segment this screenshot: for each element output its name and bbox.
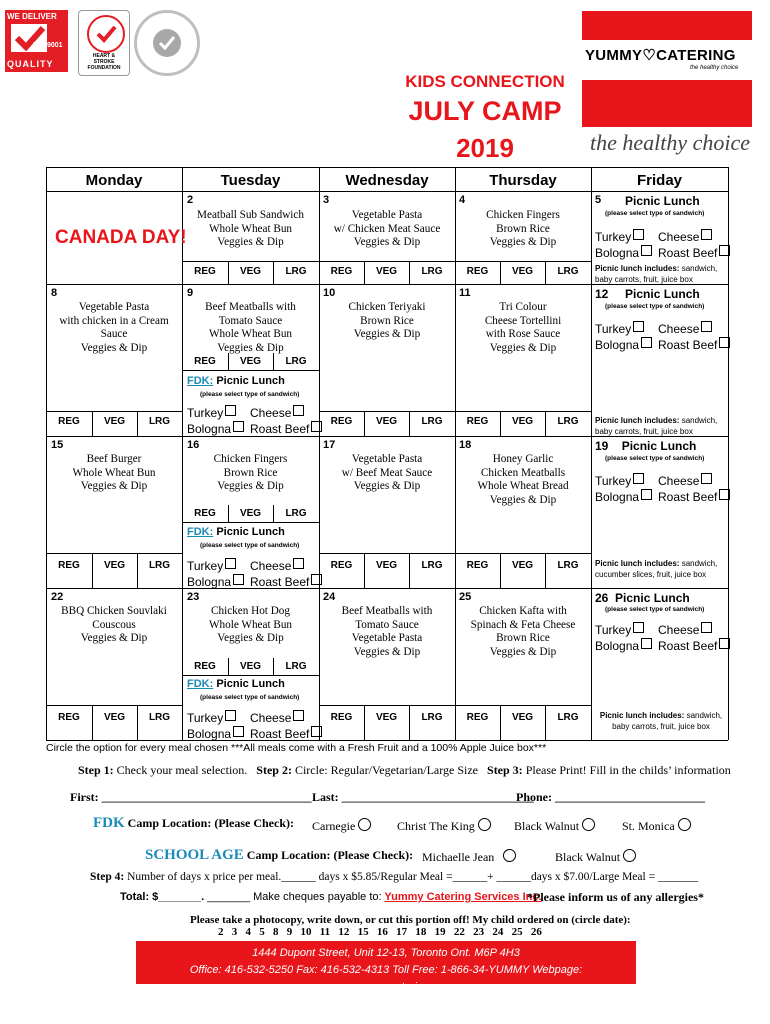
checkbox-icon[interactable] [701, 622, 712, 633]
day-header-friday: Friday [636, 172, 682, 189]
picnic-turkey-option[interactable]: Turkey [595, 622, 644, 637]
picnic-bologna-option[interactable]: Bologna [595, 489, 652, 504]
address-banner [136, 941, 636, 993]
quality-text: QUALITY [7, 59, 54, 69]
checkbox-icon[interactable] [719, 489, 730, 500]
picnic-cheese-option[interactable]: Cheese [658, 622, 712, 637]
option-lrg[interactable]: LRG [421, 416, 443, 427]
page-title: JULY CAMP [408, 96, 562, 126]
meal-description: Chicken Teriyaki Brown Rice Veggies & Dip [348, 301, 426, 340]
option-reg[interactable]: REG [194, 508, 216, 519]
fdk-cheese-option[interactable]: Cheese [250, 558, 304, 573]
checkbox-icon[interactable] [701, 473, 712, 484]
picnic-roastbeef-option[interactable]: Roast Beef [658, 245, 730, 260]
picnic-note: (please select type of sandwich) [605, 303, 705, 310]
checkbox-icon[interactable] [641, 489, 652, 500]
top-choice-award-logo [134, 10, 200, 76]
picnic-note: (please select type of sandwich) [200, 694, 300, 701]
meal-options [182, 356, 319, 367]
meal-description: Chicken Hot Dog Whole Wheat Bun Veggies & Dip [208, 605, 293, 644]
fdk-turkey-option[interactable]: Turkey [187, 558, 236, 573]
meal-description: BBQ Chicken Souvlaki Couscous Veggies & Dip [61, 605, 167, 644]
meal-options [182, 508, 319, 519]
option-veg[interactable]: VEG [239, 356, 262, 367]
meal-description: Vegetable Pasta with chicken in a Cream Sauce Veggies & Dip [59, 301, 169, 354]
meal-description: Vegetable Pasta w/ Chicken Meat Sauce Veggies & Dip [333, 209, 441, 248]
meal-description: Chicken Kafta with Spinach & Feta Cheese Brown Rice Veggies & Dip [470, 605, 576, 658]
option-reg[interactable]: REG [466, 416, 489, 427]
heart-logo-line2: STROKE [93, 59, 115, 65]
camp-location-label: Camp Location: (Please Check): [127, 816, 294, 830]
picnic-turkey-option[interactable]: Turkey [595, 229, 644, 244]
picnic-bologna-option[interactable]: Bologna [595, 245, 652, 260]
checkbox-icon[interactable] [641, 638, 652, 649]
meal-description: Meatball Sub Sandwich Whole Wheat Bun Veggies & Dip [197, 209, 304, 248]
fdk-roastbeef-option[interactable]: Roast Beef [250, 726, 322, 741]
date-label: 8 [51, 287, 58, 299]
picnic-cheese-option[interactable]: Cheese [658, 229, 712, 244]
day-header-monday: Monday [85, 172, 143, 189]
picnic-includes: Picnic lunch includes: sandwich, cucumber slices, fruit, juice box [595, 559, 718, 579]
heart-logo-line1: HEART & [92, 53, 116, 59]
picnic-roastbeef-option[interactable]: Roast Beef [658, 489, 730, 504]
meal-options [455, 560, 591, 571]
meal-options [46, 712, 182, 723]
iso-text: ISO 9001 [33, 42, 63, 49]
date-label: 10 [323, 287, 336, 299]
option-veg[interactable]: VEG [239, 508, 262, 519]
meal-options [319, 712, 455, 723]
option-lrg[interactable]: LRG [285, 661, 307, 672]
circle-note: Circle the option for every meal chosen ***All meals come with a Fresh Fruit and a 100% Apple Juice box*** [46, 742, 547, 754]
option-reg[interactable]: REG [466, 266, 489, 277]
option-reg[interactable]: REG [330, 416, 353, 427]
date-label: 25 [459, 591, 472, 603]
option-veg[interactable]: VEG [511, 266, 534, 277]
yummy-catering-logo [582, 11, 752, 127]
checkbox-icon[interactable] [225, 405, 236, 416]
health-check-icon [87, 15, 125, 53]
option-veg[interactable]: VEG [511, 560, 534, 571]
checkbox-icon[interactable] [293, 710, 304, 721]
checkbox-icon[interactable] [225, 558, 236, 569]
fdk-label: FDK [93, 815, 125, 831]
meal-description: Tri Colour Cheese Tortellini with Rose Sauce Veggies & Dip [484, 301, 562, 354]
date-label: 11 [459, 287, 471, 299]
fdk-bologna-option[interactable]: Bologna [187, 421, 244, 436]
option-reg[interactable]: REG [194, 356, 216, 367]
picnic-bologna-option[interactable]: Bologna [595, 638, 652, 653]
option-reg[interactable]: REG [330, 712, 353, 723]
checkbox-icon[interactable] [633, 321, 644, 332]
location-black-walnut[interactable]: Black Walnut [514, 818, 595, 834]
option-lrg[interactable]: LRG [148, 416, 171, 427]
option-lrg[interactable]: LRG [421, 560, 443, 571]
fdk-roastbeef-option[interactable]: Roast Beef [250, 574, 322, 589]
option-lrg[interactable]: LRG [148, 560, 171, 571]
date-label: 23 [187, 591, 200, 603]
option-reg[interactable]: REG [58, 560, 80, 571]
option-veg[interactable]: VEG [239, 266, 262, 277]
fdk-picnic-title: FDK: Picnic Lunch [187, 678, 285, 690]
day-header-thursday: Thursday [489, 172, 557, 189]
picnic-header: 26 Picnic Lunch [595, 591, 690, 605]
picnic-note: (please select type of sandwich) [200, 542, 300, 549]
date-label: 18 [459, 439, 472, 451]
fdk-turkey-option[interactable]: Turkey [187, 710, 236, 725]
camp-name: KIDS CONNECTION [405, 72, 565, 91]
option-veg[interactable]: VEG [239, 661, 262, 672]
quality-logo [5, 10, 68, 72]
phone-field[interactable]: Phone: _________________________ [516, 790, 705, 804]
radio-icon[interactable] [503, 849, 516, 862]
checkbox-icon[interactable] [293, 405, 304, 416]
steps-line: Step 1: Check your meal selection. Step 2: Circle: Regular/Vegetarian/Large Size Step 3: Please Print! Fill in the childs’ information [78, 763, 731, 777]
option-veg[interactable]: VEG [375, 560, 398, 571]
date-label: 16 [187, 439, 200, 451]
option-lrg[interactable]: LRG [557, 712, 579, 723]
meal-options [182, 266, 319, 277]
checkbox-icon[interactable] [719, 337, 730, 348]
option-reg[interactable]: REG [58, 712, 80, 723]
picnic-includes: Picnic lunch includes: sandwich, baby carrots, fruit, juice box [595, 416, 718, 436]
option-reg[interactable]: REG [466, 560, 489, 571]
option-reg[interactable]: REG [194, 266, 216, 277]
option-lrg[interactable]: LRG [557, 560, 579, 571]
meal-options [46, 560, 182, 571]
meal-description: Vegetable Pasta w/ Beef Meat Sauce Veggies & Dip [341, 453, 433, 492]
picnic-bologna-option[interactable]: Bologna [595, 337, 652, 352]
checkbox-icon[interactable] [719, 245, 730, 256]
option-lrg[interactable]: LRG [285, 356, 307, 367]
school-age-location-row [145, 847, 413, 864]
date-label: 17 [323, 439, 336, 451]
meal-options [319, 416, 455, 427]
date-label: 24 [323, 591, 336, 603]
total-line: Total: $_______. _______ Make cheques payable to: Yummy Catering Services Inc. [120, 891, 542, 903]
option-lrg[interactable]: LRG [557, 266, 579, 277]
option-reg[interactable]: REG [330, 560, 353, 571]
meal-description: Chicken Fingers Brown Rice Veggies & Dip [213, 453, 288, 492]
picnic-includes: Picnic lunch includes: sandwich, baby carrots, fruit, juice box [599, 711, 723, 731]
checkbox-icon[interactable] [233, 726, 244, 737]
option-veg[interactable]: VEG [375, 712, 398, 723]
checkbox-icon[interactable] [311, 574, 322, 585]
meal-description: Beef Burger Whole Wheat Bun Veggies & Dip [72, 453, 156, 492]
radio-icon[interactable] [358, 818, 371, 831]
fdk-bologna-option[interactable]: Bologna [187, 726, 244, 741]
meal-options [182, 661, 319, 672]
day-header-tuesday: Tuesday [220, 172, 281, 189]
picnic-includes: Picnic lunch includes: sandwich, baby carrots, fruit, juice box [595, 264, 718, 284]
date-label: 2 [187, 194, 194, 206]
location-st-monica[interactable]: St. Monica [622, 818, 691, 834]
checkbox-icon[interactable] [641, 245, 652, 256]
option-veg[interactable]: VEG [511, 712, 534, 723]
picnic-note: (please select type of sandwich) [200, 391, 300, 398]
checkbox-icon[interactable] [233, 574, 244, 585]
contact-text: Office: 416-532-5250 Fax: 416-532-4313 Toll Free: 1-866-34-YUMMY Webpage: www.yummycatering.ca [189, 964, 583, 993]
option-veg[interactable]: VEG [375, 266, 398, 277]
checkbox-icon[interactable] [719, 638, 730, 649]
picnic-header: 12 Picnic Lunch [595, 287, 700, 301]
option-veg[interactable]: VEG [103, 560, 126, 571]
checkbox-icon[interactable] [311, 726, 322, 737]
meal-options [46, 416, 182, 427]
last-name-field[interactable]: Last: ________________________________ [312, 790, 534, 804]
location-michaelle-jean[interactable]: Michaelle Jean [422, 849, 516, 865]
canada-day-label: CANADA DAY! [55, 227, 187, 248]
camp-location-label: Camp Location: (Please Check): [246, 848, 414, 862]
option-reg[interactable]: REG [194, 661, 216, 672]
page-year: 2019 [456, 133, 514, 163]
fdk-turkey-option[interactable]: Turkey [187, 405, 236, 420]
location-christ-the-king[interactable]: Christ The King [397, 818, 491, 834]
checkbox-icon[interactable] [233, 421, 244, 432]
brand-tag: the healthy choice [690, 65, 739, 71]
fdk-location-row [93, 815, 294, 832]
picnic-cheese-option[interactable]: Cheese [658, 321, 712, 336]
radio-icon[interactable] [478, 818, 491, 831]
date-label: 9 [187, 287, 194, 299]
date-label: 15 [51, 439, 64, 451]
meal-description: Beef Meatballs with Tomato Sauce Whole Wheat Bun Veggies & Dip [205, 301, 296, 354]
option-veg[interactable]: VEG [511, 416, 534, 427]
meal-description: Chicken Fingers Brown Rice Veggies & Dip [486, 209, 560, 248]
checkbox-icon[interactable] [633, 473, 644, 484]
meal-options [455, 416, 591, 427]
option-lrg[interactable]: LRG [285, 508, 307, 519]
checkbox-icon[interactable] [225, 710, 236, 721]
step4-line: Step 4: Number of days x price per meal.______ days x $5.85/Regular Meal =______+ ______days x $7.00/Large Meal = _______ [90, 871, 699, 883]
date-label: 5 [595, 194, 602, 206]
picnic-roastbeef-option[interactable]: Roast Beef [658, 638, 730, 653]
option-reg[interactable]: REG [466, 712, 489, 723]
meal-options [319, 560, 455, 571]
day-header-wednesday: Wednesday [345, 172, 429, 189]
location-black-walnut-school[interactable]: Black Walnut [555, 849, 636, 865]
allergies-note: *Please inform us of any allergies* [527, 890, 704, 904]
fdk-cheese-option[interactable]: Cheese [250, 710, 304, 725]
checkbox-icon[interactable] [641, 337, 652, 348]
checkbox-icon[interactable] [701, 229, 712, 240]
picnic-note: (please select type of sandwich) [605, 210, 705, 217]
option-lrg[interactable]: LRG [421, 266, 443, 277]
picnic-header: 19 Picnic Lunch [595, 439, 697, 453]
address-text: 1444 Dupont Street, Unit 12-13, Toronto Ont. M6P 4H3 [252, 947, 520, 959]
meal-options [455, 266, 591, 277]
date-label: 3 [323, 194, 330, 206]
photocopy-note: Please take a photocopy, write down, or cut this portion off! My child ordered on (circle date): [190, 914, 631, 926]
fdk-roastbeef-option[interactable]: Roast Beef [250, 421, 322, 436]
meal-description: Honey Garlic Chicken Meatballs Whole Wheat Bread Veggies & Dip [477, 453, 569, 506]
school-age-label: SCHOOL AGE [145, 847, 244, 863]
picnic-turkey-option[interactable]: Turkey [595, 321, 644, 336]
picnic-note: (please select type of sandwich) [605, 455, 705, 462]
health-check-logo [78, 10, 130, 76]
brand-name: YUMMY♡CATERING [585, 47, 736, 64]
heart-logo-line3: FOUNDATION [87, 65, 121, 71]
radio-icon[interactable] [582, 818, 595, 831]
option-veg[interactable]: VEG [103, 416, 126, 427]
checkbox-icon[interactable] [701, 321, 712, 332]
picnic-cheese-option[interactable]: Cheese [658, 473, 712, 488]
radio-icon[interactable] [623, 849, 636, 862]
option-lrg[interactable]: LRG [557, 416, 579, 427]
fdk-picnic-title: FDK: Picnic Lunch [187, 526, 285, 538]
radio-icon[interactable] [678, 818, 691, 831]
location-carnegie[interactable]: Carnegie [312, 818, 371, 834]
tagline: the healthy choice [590, 130, 751, 155]
fdk-bologna-option[interactable]: Bologna [187, 574, 244, 589]
option-reg[interactable]: REG [58, 416, 80, 427]
meal-options [455, 712, 591, 723]
checkbox-icon[interactable] [633, 229, 644, 240]
option-lrg[interactable]: LRG [285, 266, 307, 277]
picnic-title: Picnic Lunch [625, 194, 700, 208]
fdk-picnic-title: FDK: Picnic Lunch [187, 375, 285, 387]
option-lrg[interactable]: LRG [148, 712, 171, 723]
option-reg[interactable]: REG [330, 266, 353, 277]
date-label: 22 [51, 591, 64, 603]
fdk-cheese-option[interactable]: Cheese [250, 405, 304, 420]
meal-options [319, 266, 455, 277]
order-dates[interactable]: 2 3 4 5 8 9 10 11 12 15 16 17 18 19 22 23 24 25 26 [218, 926, 542, 938]
date-label: 4 [459, 194, 466, 206]
checkbox-icon[interactable] [293, 558, 304, 569]
picnic-roastbeef-option[interactable]: Roast Beef [658, 337, 730, 352]
picnic-turkey-option[interactable]: Turkey [595, 473, 644, 488]
option-veg[interactable]: VEG [375, 416, 398, 427]
award-check-icon [153, 29, 181, 57]
picnic-note: (please select type of sandwich) [605, 606, 705, 613]
option-lrg[interactable]: LRG [421, 712, 443, 723]
first-name-field[interactable]: First: ___________________________________ [70, 790, 312, 804]
meal-description: Beef Meatballs with Tomato Sauce Vegetable Pasta Veggies & Dip [341, 605, 433, 658]
option-veg[interactable]: VEG [103, 712, 126, 723]
checkbox-icon[interactable] [633, 622, 644, 633]
quality-logo-text: WE DELIVER [7, 12, 57, 21]
